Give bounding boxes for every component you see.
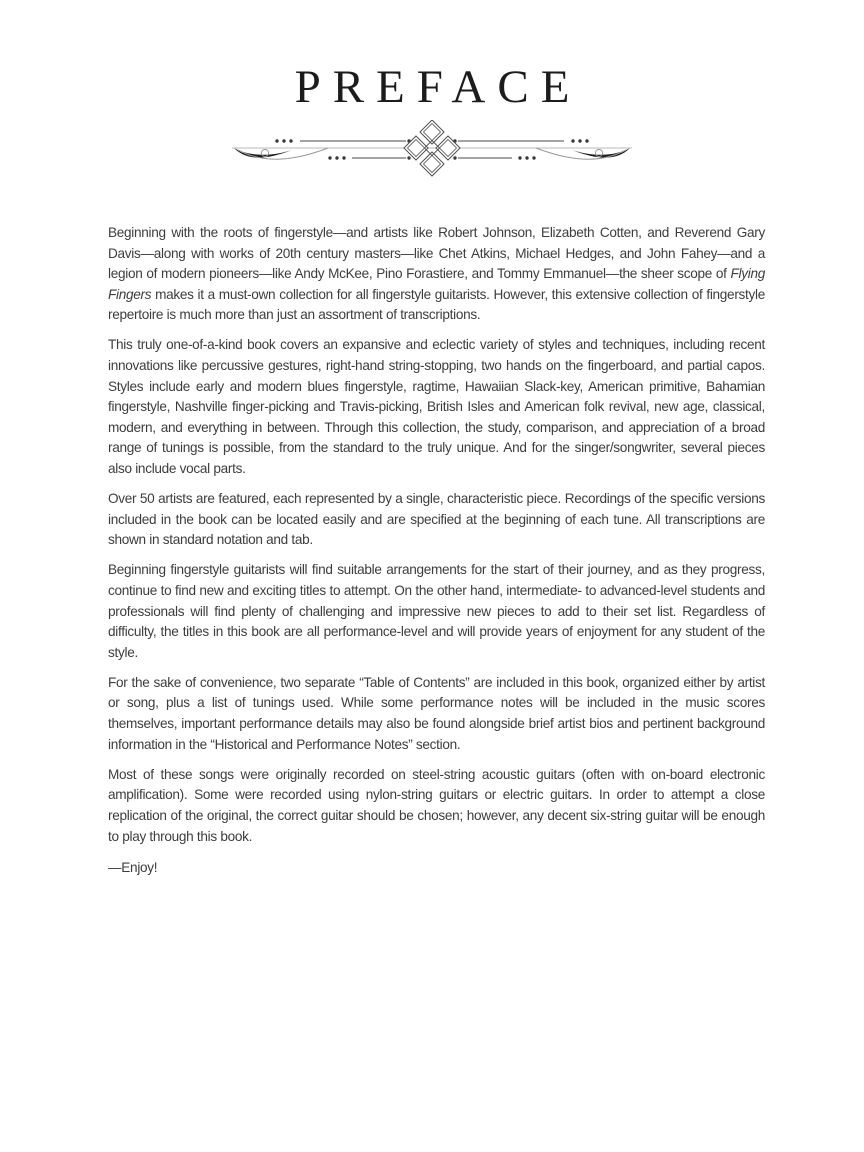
book-title-italic: Flying Fingers xyxy=(108,266,765,302)
paragraph-5: For the sake of convenience, two separate “Table of Contents” are included in this book, organized either by artist or song, plus a list of tunings used. While some performance notes will be included in the music scores themselves, important performance details may also be found alongside brief artist bios and pertinent background information in the “Historical and Performance Notes” section. xyxy=(108,674,765,752)
paragraph-1 xyxy=(108,223,765,326)
paragraph-6: Most of these songs were originally recorded on steel-string acoustic guitars (often with on-board electronic amplification). Some were recorded using nylon-string guitars or electric guitars. In order to attempt a close replication of the original, the correct guitar should be chosen; however, any decent six-string guitar will be enough to play through this book. xyxy=(108,766,765,844)
page-title: PREFACE xyxy=(294,61,582,113)
preface-body xyxy=(108,223,765,879)
paragraph-2: This truly one-of-a-kind book covers an expansive and eclectic variety of styles and techniques, including recent innovations like percussive gestures, right-hand string-stopping, two hands on the fingerboard, and partial capos. Styles include early and modern blues fingerstyle, ragtime, Hawaiian Slack-key, American primitive, Bahamian fingerstyle, Nashville finger-picking and Travis-picking, British Isles and American folk revival, new age, classical, modern, and everything in between. Through this collection, the study, comparison, and appreciation of a broad range of tunings is possible, from the standard to the truly unique. And for the singer/songwriter, several pieces also include vocal parts. xyxy=(108,337,765,477)
paragraph-1-text-before: Beginning with the roots of fingerstyle—and artists like Robert Johnson, Elizabeth Cotten, and Reverend Gary Davis—along with works of 20th century masters—like Chet Atkins, Michael Hedges, and John Fahey—and a legion of modern pioneers—like Andy McKee, Pino Forastiere, and Tommy Emmanuel—the sheer scope of xyxy=(108,225,765,282)
paragraph-3: Over 50 artists are featured, each represented by a single, characteristic piece. Recordings of the specific versions included in the book can be located easily and are specified at the beginning of each tune. All transcriptions are shown in standard notation and tab. xyxy=(108,491,765,548)
diamond-knot-flourish-icon xyxy=(232,120,632,178)
ornamental-divider xyxy=(232,120,632,178)
paragraph-1-text-after: makes it a must-own collection for all fingerstyle guitarists. However, this extensive collection of fingerstyle repertoire is much more than just an assortment of transcriptions. xyxy=(108,286,765,323)
paragraph-4: Beginning fingerstyle guitarists will find suitable arrangements for the start of their journey, and as they progress, continue to find new and exciting titles to attempt. On the other hand, intermediate- to advanced-level students and professionals will find plenty of challenging and impressive new pieces to add to their set list. Regardless of difficulty, the titles in this book are all performance-level and will provide years of enjoyment for any student of the style. xyxy=(108,562,765,660)
signoff: —Enjoy! xyxy=(108,860,158,876)
